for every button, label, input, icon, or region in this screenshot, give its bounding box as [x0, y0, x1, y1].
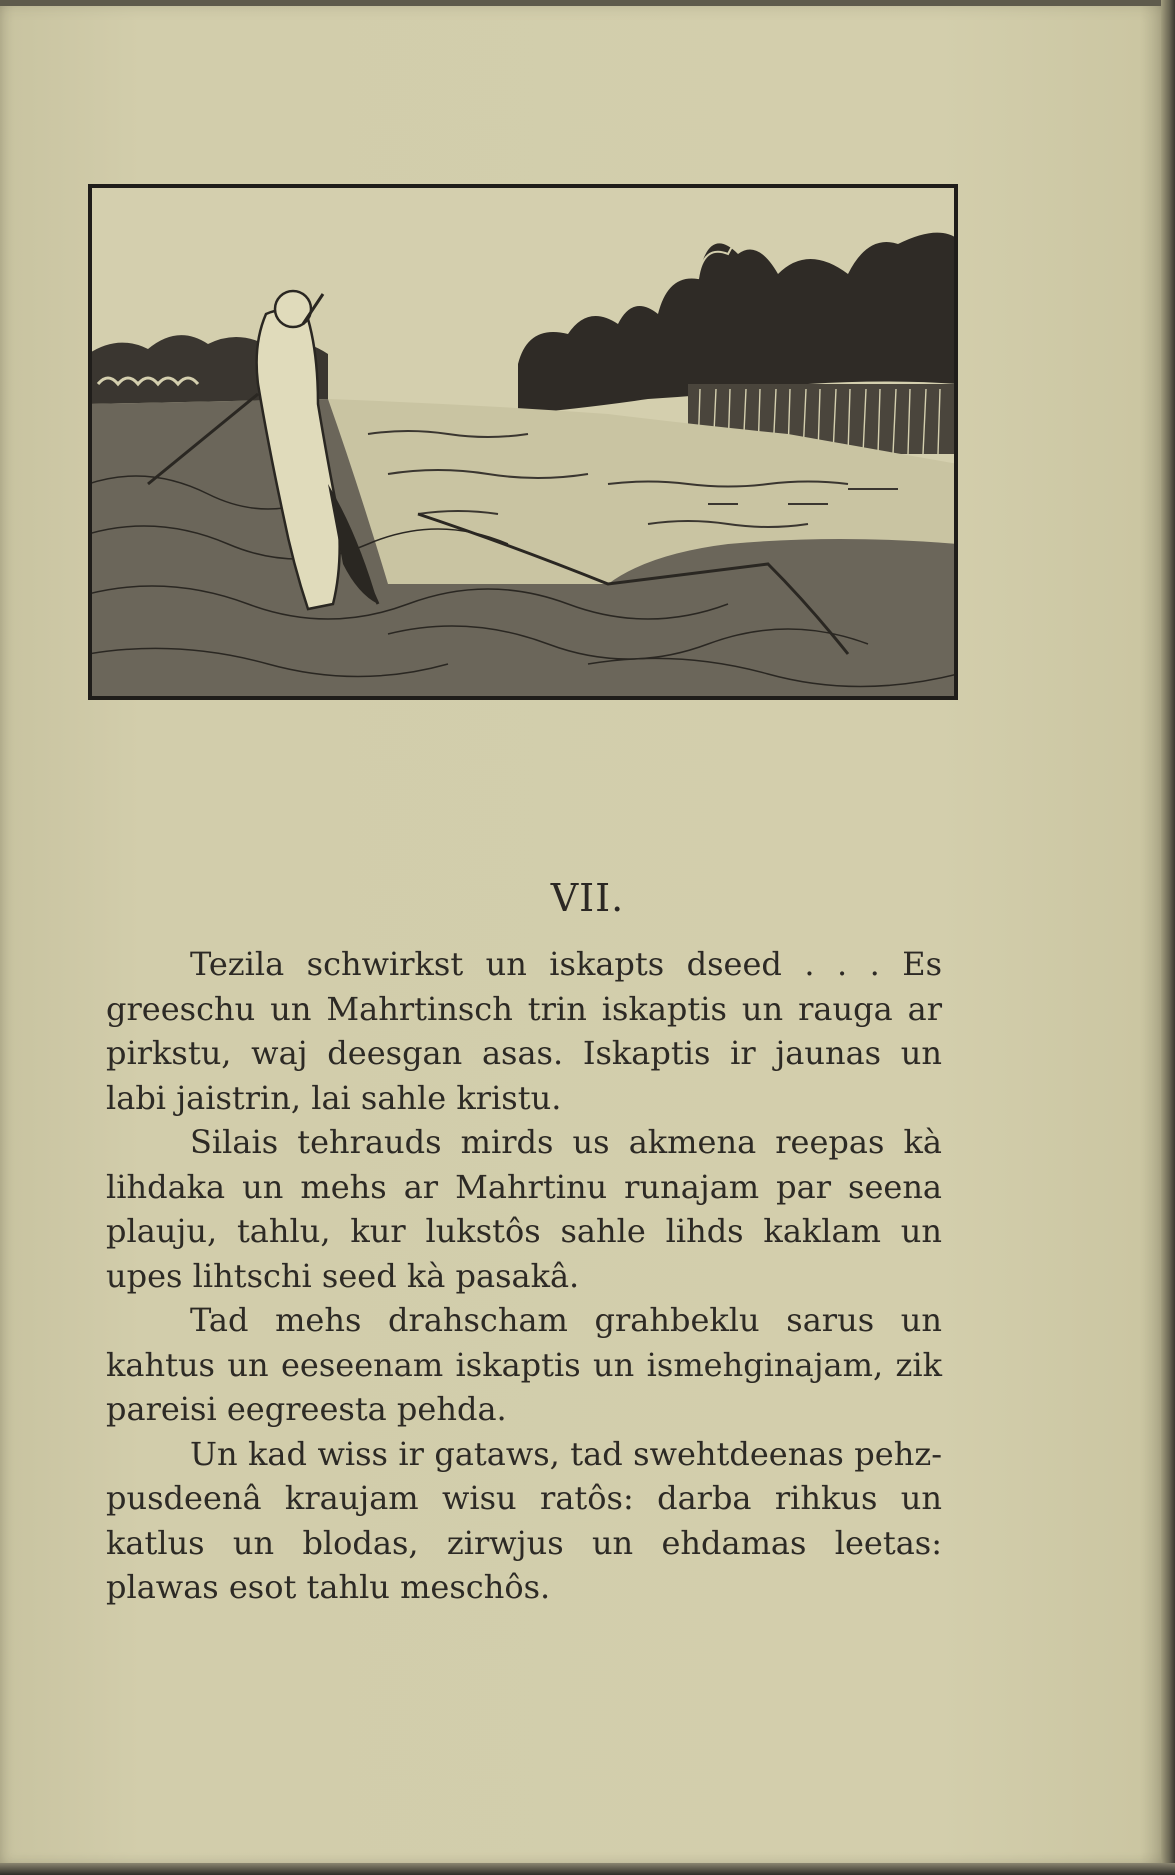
paragraph-4: Un kad wiss ir gataws, tad swehtdeenas pehz-pusdeenâ kraujam wisu ratôs: darba rihkus un katlus un blodas, zirwjus un ehdamas leetas: plawas esot tahlu meschôs. — [106, 1434, 942, 1606]
paragraph-1: Tezila schwirkst un iskapts dseed . . . Es greeschu un Mahrtinsch trin iskaptis un rauga ar pirkstu, waj deesgan asas. Iskaptis ir jaunas un labi jaistrin, lai sahle kristu. — [106, 945, 942, 1117]
paragraph-2: Silais tehrauds mirds us akmena reepas kà lihdaka un mehs ar Mahrtinu runajam par seena plauju, tahlu, kur lukstôs sahle lihds kaklam un upes lihtschi seed kà pasakâ. — [106, 1123, 942, 1295]
page-top-edge — [0, 0, 1175, 6]
paragraph-3: Tad mehs drahscham grahbeklu sarus un kahtus un eeseenam iskaptis un ismehginajam, zik pareisi eegreesta pehda. — [106, 1301, 942, 1428]
page-bottom-edge — [0, 1863, 1175, 1875]
landscape-woodcut-icon — [88, 184, 958, 700]
page-spine-shadow — [1161, 0, 1175, 1875]
body-text — [106, 942, 942, 1610]
chapter-heading: VII. — [550, 876, 625, 920]
landscape-illustration — [88, 184, 958, 700]
